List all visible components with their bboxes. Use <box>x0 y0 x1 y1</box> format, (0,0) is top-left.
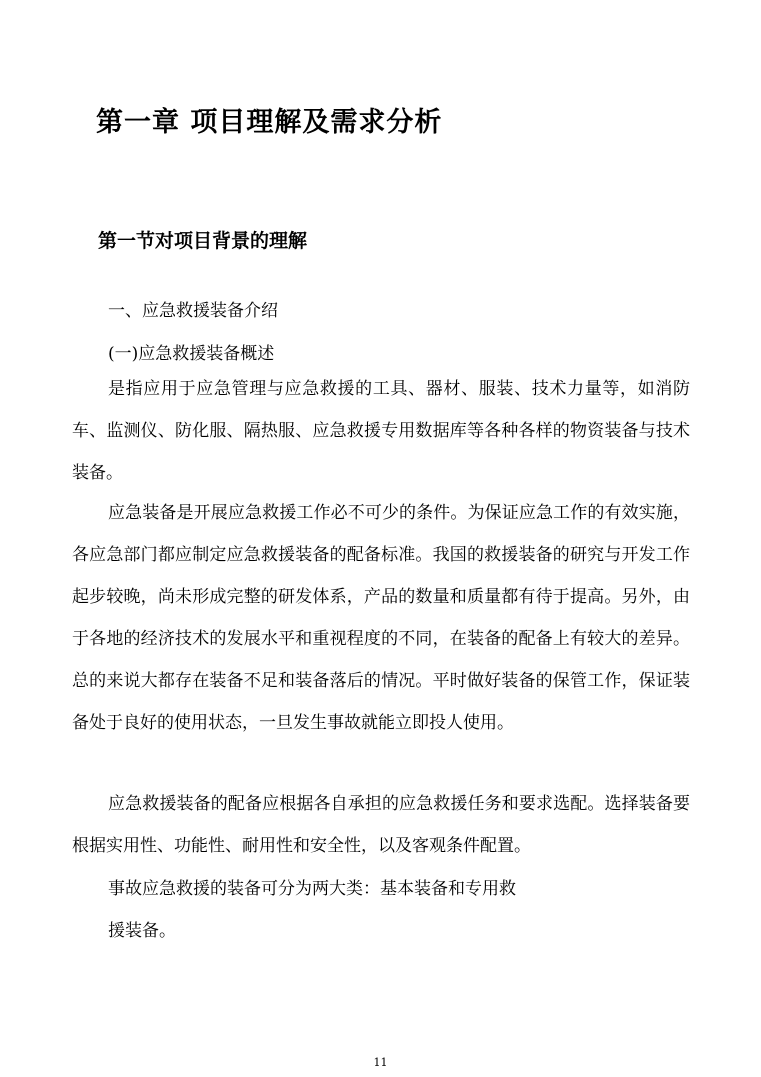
paragraph-importance: 应急装备是开展应急救援工作必不可少的条件。为保证应急工作的有效实施，各应急部门都应制定应急救援装备的配备标准。我国的救援装备的研究与开发工作起步较晚，尚未形成完整的研发体系，产品的数量和质量都有待于提高。另外，由于各地的经济技术的发展水平和重视程度的不同，在装备的配备上有较大的差异。总的来说大都存在装备不足和装备落后的情况。平时做好装备的保管工作，保证装备处于良好的使用状态，一旦发生事故就能立即投人使用。 <box>72 503 690 733</box>
paragraph-classification-line-2: 援装备。 <box>108 921 176 941</box>
paragraph-definition: 是指应用于应急管理与应急救援的工具、器材、服装、技术力量等，如消防车、监测仪、防化服、隔热服、应急救援专用数据库等各种各样的物资装备与技术装备。 <box>72 379 690 483</box>
chapter-title: 第一章 项目理解及需求分析 <box>96 107 443 138</box>
section-title: 第一节对项目背景的理解 <box>98 230 308 252</box>
paragraph-selection: 应急救援装备的配备应根据各自承担的应急救援任务和要求选配。选择装备要根据实用性、功能性、耐用性和安全性，以及客观条件配置。 <box>72 794 690 856</box>
heading-level-2: (一)应急救援装备概述 <box>108 344 275 364</box>
heading-level-1: 一、应急救援装备介绍 <box>108 301 278 321</box>
paragraph-classification-line-1: 事故应急救援的装备可分为两大类：基本装备和专用救 <box>108 879 516 899</box>
page-number: 11 <box>373 1056 388 1069</box>
